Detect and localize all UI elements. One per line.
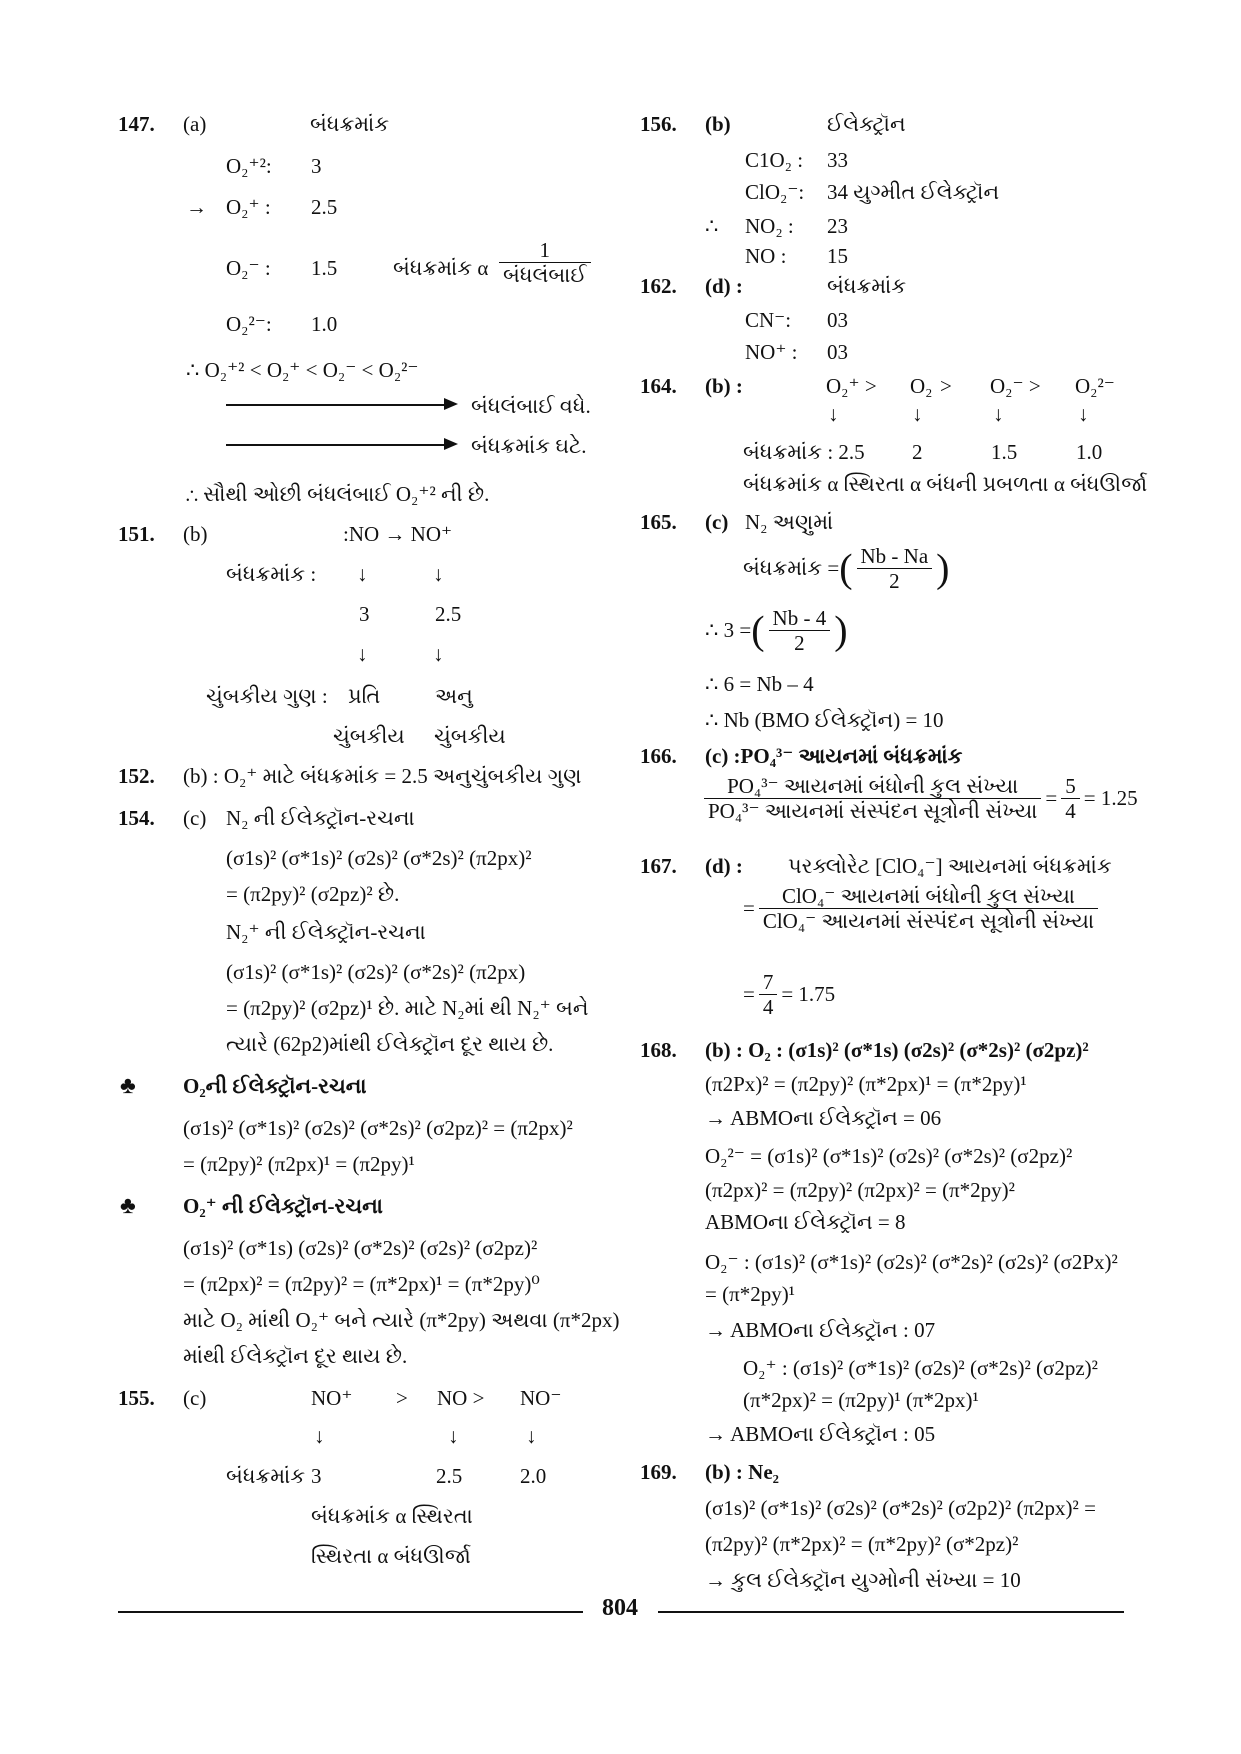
answer-option: (b) xyxy=(705,112,731,136)
heading: પરક્લોરેટ [ClO₄⁻] આયનમાં બંધક્રમાંક xyxy=(788,854,1112,878)
text-line: = (π2px)² = (π2py)² = (π*2px)¹ = (π*2py)⁰ xyxy=(183,1272,540,1296)
question-number: 168. xyxy=(640,1038,677,1062)
heading: (b) : Ne₂ xyxy=(705,1460,779,1484)
species: CN⁻: xyxy=(745,308,792,332)
club-icon: ♣ xyxy=(120,1073,136,1099)
comparison: > xyxy=(940,374,952,398)
heading: ઈલેક્ટ્રૉન xyxy=(827,112,906,136)
equation-lhs: ∴ 3 = xyxy=(705,618,752,642)
conclusion: ∴ સૌથી ઓછી બંધલંબાઈ O₂⁺² ની છે. xyxy=(186,482,490,506)
question-number: 167. xyxy=(640,854,677,878)
bond-order-formula xyxy=(700,774,1138,823)
formula-label: બંધક્રમાંક = xyxy=(743,556,840,580)
row-label: બંધક્રમાંક xyxy=(226,1464,306,1488)
text-line: O₂²⁻ = (σ1s)² (σ*1s)² (σ2s)² (σ*2s)² (σ2pz)² xyxy=(705,1144,1073,1168)
text-line: O₂⁻ : (σ1s)² (σ*1s)² (σ2s)² (σ*2s)² (σ2s)² (σ2Px)² xyxy=(705,1250,1118,1274)
species: NO₂ : xyxy=(745,214,794,238)
down-arrow-icon: ↓ xyxy=(1078,402,1089,426)
question-number: 154. xyxy=(118,806,155,830)
value: 03 xyxy=(827,340,848,364)
value: 34 યુગ્મીત ઈલેક્ટ્રૉન xyxy=(827,180,1000,204)
text-line: = (π2py)² (σ2pz)² છે. xyxy=(226,882,400,906)
reaction: :NO → NO⁺ xyxy=(343,522,453,546)
value: 1.5 xyxy=(991,440,1018,464)
bond-order-formula: બંધક્રમાંક =( $\frac{Nb - Na}{2}$ ) xyxy=(743,544,950,593)
magnetic-prop: અનુ xyxy=(435,684,473,708)
text-line: (σ1s)² (σ*1s)² (σ2s)² (σ*2s)² (σ2p2)² (π2px)² = xyxy=(705,1496,1096,1520)
question-number: 166. xyxy=(640,744,677,768)
relation-text: બંધક્રમાંક α સ્થિરતા xyxy=(311,1504,473,1528)
fraction-numerator: 7 xyxy=(759,970,778,995)
fraction-numerator: PO₄³⁻ આયનમાં બંધોની કુલ સંખ્યા xyxy=(704,774,1041,799)
section-heading: O₂⁺ ની ઈલેક્ટ્રૉન-રચના xyxy=(183,1194,383,1218)
species: NO : xyxy=(745,244,787,268)
text-line: માટે O₂ માંથી O₂⁺ બને ત્યારે (π*2py) અથવા (π*2px) xyxy=(183,1308,620,1332)
arrow-icon: → xyxy=(186,195,207,219)
value: 2 xyxy=(912,440,923,464)
value: 2.5 xyxy=(436,1464,463,1488)
text-line: (π2Px)² = (π2py)² (π*2px)¹ = (π*2py)¹ xyxy=(705,1072,1027,1096)
bond-order-result xyxy=(743,970,835,1019)
question-number: 152. xyxy=(118,764,155,788)
answer-option: (c) xyxy=(705,510,729,534)
question-number: 155. xyxy=(118,1386,155,1410)
answer-option: (d) : xyxy=(705,274,743,298)
text-line: (b) : O₂ : (σ1s)² (σ*1s) (σ2s)² (σ*2s)² (σ2pz)² xyxy=(705,1038,1089,1062)
species: O₂⁻ : xyxy=(226,256,271,280)
answer-option: (c) xyxy=(183,806,207,830)
row-label: ચુંબકીય ગુણ : xyxy=(206,684,328,708)
text-line: માંથી ઈલેક્ટ્રૉન દૂર થાય છે. xyxy=(183,1344,408,1368)
text-line: N₂ ની ઈલેક્ટ્રૉન-રચના xyxy=(226,806,415,830)
question-number: 147. xyxy=(118,112,155,136)
text-line: → ABMOના ઈલેક્ટ્રૉન : 05 xyxy=(705,1422,936,1446)
footer-rule-left xyxy=(118,1611,583,1613)
magnetic-prop: ચુંબકીય xyxy=(434,724,506,748)
answer-text: (b) : O₂⁺ માટે બંધક્રમાંક = 2.5 અનુચુંબકીય ગુણ xyxy=(183,764,582,788)
species: O₂⁻ > xyxy=(990,374,1041,398)
row-label: બંધક્રમાંક : xyxy=(226,562,317,586)
answer-option: (b) : xyxy=(705,374,743,398)
answer-option: (b) xyxy=(183,522,208,546)
text-line: ABMOના ઈલેક્ટ્રૉન = 8 xyxy=(705,1210,906,1234)
result: = 1.25 xyxy=(1083,786,1138,810)
equals-sign: = xyxy=(1045,786,1058,810)
answer-option: (c) xyxy=(183,1386,207,1410)
species: O₂ xyxy=(910,374,933,398)
order-relation: ∴ O₂⁺² < O₂⁺ < O₂⁻ < O₂²⁻ xyxy=(186,358,419,382)
arrow-caption: બંધલંબાઈ વધે. xyxy=(471,394,591,418)
magnetic-prop: ચુંબકીય xyxy=(333,724,405,748)
question-number: 151. xyxy=(118,522,155,546)
value: 23 xyxy=(827,214,848,238)
equation: ∴ 3 =( $\frac{Nb - 4}{2}$ ) xyxy=(705,606,848,655)
text-line: ∴ Nb (BMO ઈલેક્ટ્રૉન) = 10 xyxy=(705,708,944,732)
down-arrow-icon: ↓ xyxy=(314,1424,325,1448)
text-line: (π*2px)² = (π2py)¹ (π*2px)¹ xyxy=(743,1388,979,1412)
text-line: (σ1s)² (σ*1s) (σ2s)² (σ*2s)² (σ2s)² (σ2pz)² xyxy=(183,1236,538,1260)
value: 3 xyxy=(359,602,370,626)
fraction-numerator: ClO₄⁻ આયનમાં બંધોની કુલ સંખ્યા xyxy=(759,884,1098,909)
text-line: ∴ 6 = Nb – 4 xyxy=(705,672,814,696)
species: C1O₂ : xyxy=(745,148,804,172)
therefore-symbol: ∴ xyxy=(705,214,719,238)
text-line: = (π2py)² (σ2pz)¹ છે. માટે N₂માં થી N₂⁺ બને xyxy=(226,996,589,1020)
fraction-denominator: PO₄³⁻ આયનમાં સંસ્પંદન સૂત્રોની સંખ્યા xyxy=(708,799,1038,823)
equals-sign: = xyxy=(743,982,755,1006)
answer-option: (a) xyxy=(183,112,207,136)
text-line: (σ1s)² (σ*1s)² (σ2s)² (σ*2s)² (π2px) xyxy=(226,960,526,984)
question-number: 156. xyxy=(640,112,677,136)
fraction-denominator: 2 xyxy=(794,631,805,655)
value: 1.5 xyxy=(311,256,338,280)
fraction-numerator: Nb - Na xyxy=(857,544,933,569)
equals-sign: = xyxy=(743,896,755,920)
fraction-numerator: 1 xyxy=(499,238,591,263)
species: O₂²⁻ xyxy=(1075,374,1115,398)
species: ClO₂⁻: xyxy=(745,180,805,204)
comparison: > xyxy=(396,1386,408,1410)
section-heading: O₂ની ઈલેક્ટ્રૉન-રચના xyxy=(183,1074,367,1098)
text-line: (π2px)² = (π2py)² (π2px)² = (π*2py)² xyxy=(705,1178,1015,1202)
question-number: 162. xyxy=(640,274,677,298)
fraction-denominator: 4 xyxy=(1065,799,1076,823)
down-arrow-icon: ↓ xyxy=(433,642,444,666)
species: O₂⁺²: xyxy=(226,154,272,178)
text-line: (σ1s)² (σ*1s)² (σ2s)² (σ*2s)² (σ2pz)² = (π2px)² xyxy=(183,1116,573,1140)
fraction-denominator: ClO₄⁻ આયનમાં સંસ્પંદન સૂત્રોની સંખ્યા xyxy=(762,909,1095,933)
text-line: → કુલ ઈલેક્ટ્રૉન યુગ્મોની સંખ્યા = 10 xyxy=(705,1568,1021,1592)
text-line: (π2py)² (π*2px)² = (π*2py)² (σ*2pz)² xyxy=(705,1532,1019,1556)
fraction-denominator: બંધલંબાઈ xyxy=(503,263,587,287)
value: 2.5 xyxy=(311,195,338,219)
down-arrow-icon: ↓ xyxy=(357,562,368,586)
species: NO⁻ xyxy=(520,1386,562,1410)
answer-option: (d) : xyxy=(705,854,743,878)
arrow-caption: બંધક્રમાંક ઘટે. xyxy=(471,434,587,458)
species: NO > xyxy=(437,1386,485,1410)
heading: બંધક્રમાંક xyxy=(310,112,390,136)
text-line: = (π*2py)¹ xyxy=(705,1282,795,1306)
text-line: N₂⁺ ની ઈલેક્ટ્રૉન-રચના xyxy=(226,920,426,944)
value: 2.0 xyxy=(520,1464,547,1488)
footer-rule-right xyxy=(658,1611,1124,1613)
species: NO⁺ : xyxy=(745,340,798,364)
value: 2.5 xyxy=(435,602,462,626)
fraction-denominator: 2 xyxy=(889,569,900,593)
value: 3 xyxy=(311,154,322,178)
text-line: ત્યારે (62p2)માંથી ઈલેક્ટ્રૉન દૂર થાય છે. xyxy=(226,1032,554,1056)
value: 33 xyxy=(827,148,848,172)
down-arrow-icon: ↓ xyxy=(357,642,368,666)
fraction xyxy=(495,238,595,287)
species: O₂⁺ > xyxy=(826,374,877,398)
arrow-line xyxy=(226,444,446,446)
species: O₂²⁻: xyxy=(226,312,272,336)
value: 03 xyxy=(827,308,848,332)
down-arrow-icon: ↓ xyxy=(912,402,923,426)
heading: (c) :PO₄³⁻ આયનમાં બંધક્રમાંક xyxy=(705,744,963,768)
value: 1.0 xyxy=(311,312,338,336)
species: O₂⁺ : xyxy=(226,195,271,219)
text-line: = (π2py)² (π2px)¹ = (π2py)¹ xyxy=(183,1152,415,1176)
text-line: (σ1s)² (σ*1s)² (σ2s)² (σ*2s)² (π2px)² xyxy=(226,846,532,870)
down-arrow-icon: ↓ xyxy=(448,1424,459,1448)
down-arrow-icon: ↓ xyxy=(433,562,444,586)
relation-text: બંધક્રમાંક α સ્થિરતા α બંધની પ્રબળતા α બંધઊર્જા xyxy=(743,472,1148,496)
page-number: 804 xyxy=(602,1595,638,1621)
text-line: → ABMOના ઈલેક્ટ્રૉન : 07 xyxy=(705,1318,936,1342)
question-number: 169. xyxy=(640,1460,677,1484)
species: NO⁺ xyxy=(311,1386,353,1410)
fraction-denominator: 4 xyxy=(762,995,774,1019)
arrow-head-icon xyxy=(444,438,458,450)
down-arrow-icon: ↓ xyxy=(993,402,1004,426)
fraction-numerator: 5 xyxy=(1061,774,1080,799)
question-number: 164. xyxy=(640,374,677,398)
arrow-line xyxy=(226,404,446,406)
heading: બંધક્રમાંક xyxy=(827,274,907,298)
value: 1.0 xyxy=(1076,440,1103,464)
text-line: → ABMOના ઈલેક્ટ્રૉન = 06 xyxy=(705,1106,942,1130)
value: 3 xyxy=(311,1464,322,1488)
down-arrow-icon: ↓ xyxy=(828,402,839,426)
fraction-numerator: Nb - 4 xyxy=(769,606,831,631)
question-number: 165. xyxy=(640,510,677,534)
row-label: બંધક્રમાંક : 2.5 xyxy=(743,440,865,464)
bond-order-formula xyxy=(743,884,1102,933)
arrow-head-icon xyxy=(444,398,458,410)
relation-text: બંધક્રમાંક α xyxy=(393,256,489,280)
result: = 1.75 xyxy=(781,982,836,1006)
heading: N₂ અણુમાં xyxy=(745,510,834,534)
club-icon: ♣ xyxy=(120,1193,136,1219)
text-line: O₂⁺ : (σ1s)² (σ*1s)² (σ2s)² (σ*2s)² (σ2pz)² xyxy=(743,1356,1098,1380)
down-arrow-icon: ↓ xyxy=(526,1424,537,1448)
value: 15 xyxy=(827,244,848,268)
magnetic-prop: પ્રતિ xyxy=(348,684,381,708)
relation-text: સ્થિરતા α બંધઊર્જા xyxy=(311,1544,471,1568)
